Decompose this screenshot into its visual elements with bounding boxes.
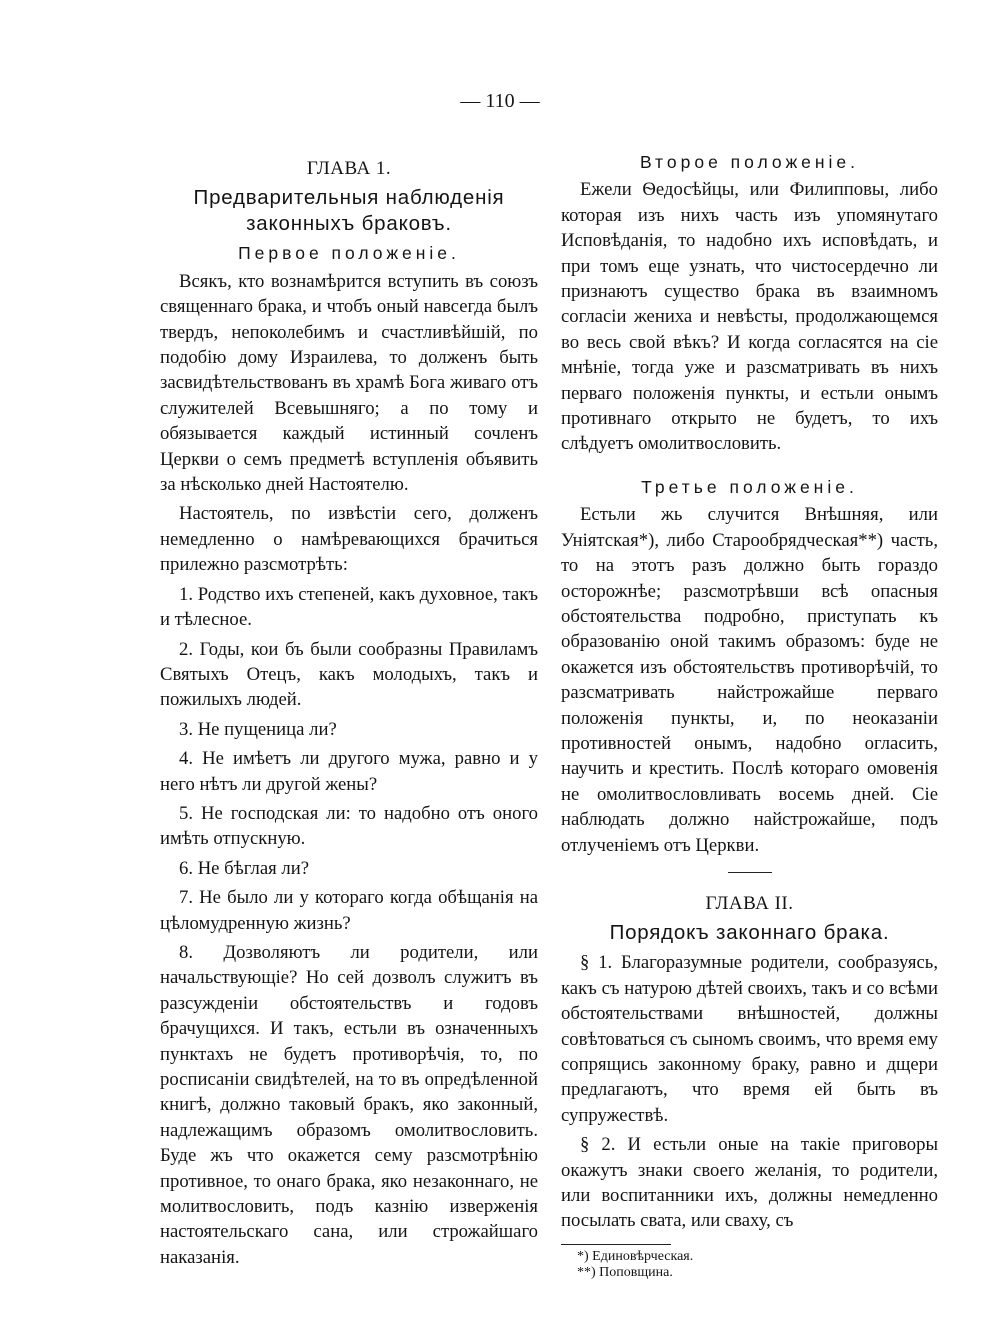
footnote: *) Единовѣрческая. [577,1248,694,1264]
chapter-heading: ГЛАВА II. [705,892,794,914]
left-column [160,150,538,1274]
list-item: 4. Не имѣетъ ли другого мужа, равно и у него нѣтъ ли другой жены? [160,748,538,795]
list-item: 7. Не было ли у котораго когда обѣщанія на цѣломудренную жизнь? [160,887,538,934]
right-column [561,150,938,1281]
section-heading: Первое положеніе. [238,243,460,264]
chapter-heading: ГЛАВА 1. [306,158,392,179]
page-number: — 110 — [460,90,540,112]
list-item: 2. Годы, кои бъ были сообразны Правиламъ Святыхъ Отецъ, какъ молодыхъ, такъ и пожилыхъ людей. [160,638,538,711]
list-item: 6. Не бѣглая ли? [179,857,310,879]
paragraph: Всякъ, кто вознамѣрится вступить въ союзъ священнаго брака, и чтобъ оный навсегда былъ твердъ, непоколебимъ и счастливѣйшій, по подобію дому Израилева, то долженъ быть засвидѣтельствованъ въ храмѣ Бога живаго отъ служителей Всевышняго; а по тому и обязывается каждый истинный сочленъ Церкви о семъ предметѣ вступленія объявить за нѣсколько дней Настоятелю. [160,270,538,496]
chapter-title: Предварительныя наблюденія законныхъ браковъ. [193,186,505,236]
list-item: 5. Не господская ли: то надобно отъ оного имѣть отпускную. [160,802,538,850]
section-divider [728,872,772,873]
chapter-title: Порядокъ законнаго брака. [609,921,890,945]
paragraph: Естьли жь случится Внѣшняя, или Уніятская*), либо Старообрядческая**) часть, то на этотъ разъ должно быть гораздо осторожнѣе; разсмотрѣвши всѣ опасныя обстоятельства подробно, приступать къ образованію оной такимъ образомъ: буде не окажется изъ обстоятельствъ противорѣчій, то разсматривать найстрожайше перваго положенія пункты, и, по неоказаніи противностей онымъ, надобно огласить, научить и крестить. Послѣ котораго омовенія не омолитвословливать восемь дней. Сіе наблюдать должно найстрожайше, подъ отлученіемъ отъ Церкви. [561,504,938,856]
list-item: 8. Дозволяютъ ли родители, или начальствующіе? Но сей дозволъ служитъ въ разсужденіи обстоятельствъ и годовъ брачущихся. И такъ, естьли въ означенныхъ пунктахъ не будетъ противорѣчія, то, по росписаніи свидѣтелей, на то въ опредѣленной книгѣ, должно таковый бракъ, яко законный, надлежащимъ образомъ омолитвословить. Буде жъ что окажется сему разсмотрѣнію противное, то онаго брака, яко незаконнаго, не молитвословить, подъ казнію изверженія настоятельскаго сана, или строжайшаго наказанія. [160,941,538,1268]
paragraph: Настоятель, по извѣстіи сего, долженъ немедленно о намѣревающихся брачиться прилежно разсмотрѣть: [160,503,538,576]
list-item: 3. Не пущеница ли? [179,718,337,740]
footnote: **) Поповщина. [577,1264,673,1280]
paragraph: Ежели Ѳедосѣйцы, или Филипповы, либо которая изъ нихъ часть изъ упомянутаго Исповѣданія, то надобно ихъ исповѣдать, и при томъ еще узнать, что чистосердечно ли признаютъ существо брака въ взаимномъ согласіи жениха и невѣсты, продолжающемся во весь свой вѣкъ? И когда согласятся на сіе мнѣніе, тогда уже и разсматривать въ нихъ перваго положенія пункты, и естьли онымъ противнаго открыто не будетъ, то ихъ слѣдуетъ омолитвословить. [561,179,938,455]
paragraph: § 1. Благоразумные родители, сообразуясь, какъ съ натурою дѣтей своихъ, такъ и со всѣми обстоятельствами внѣшностей, должны совѣтоваться съ сыномъ своимъ, что время ему сопрящись законному браку, равно и дщери предлагаютъ, что время ей быть въ супружествѣ. [561,952,938,1126]
section-heading: Третье положеніе. [641,476,858,497]
paragraph: § 2. И естьли оные на такіе приговоры окажутъ знаки своего желанія, то родители, или воспитанники ихъ, должны немедленно посылать свата, или сваху, съ [561,1134,938,1232]
section-heading: Второе положеніе. [639,152,860,172]
footnote-rule [561,1244,671,1245]
list-item: 1. Родство ихъ степеней, какъ духовное, такъ и тѣлесное. [160,583,538,631]
